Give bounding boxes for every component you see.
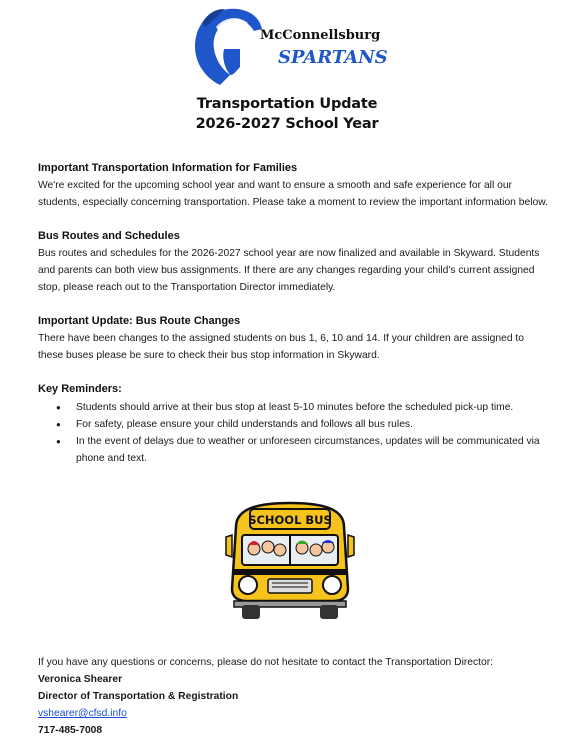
logo-line1: McConnellsburg xyxy=(260,28,381,43)
section-info xyxy=(38,160,548,211)
contact-name: Veronica Shearer xyxy=(38,674,123,685)
section-body: We're excited for the upcoming school year and want to ensure a smooth and safe experience for all our students, especially concerning transportation. Please take a moment to review the important information below. xyxy=(38,180,548,208)
document-subtitle: 2026-2027 School Year xyxy=(195,116,379,132)
section-body: Bus routes and schedules for the 2026-2027 school year are now finalized and available in Skyward. Students and parents can both view bus assignments. If there are any changes regarding your child's current assigned stop, please reach out to the Transportation Director immediately. xyxy=(38,248,540,293)
section-heading: Important Update: Bus Route Changes xyxy=(38,315,241,327)
reminders-list xyxy=(38,399,548,467)
section-heading: Bus Routes and Schedules xyxy=(38,230,180,242)
contact-info xyxy=(38,654,548,739)
section-heading: Important Transportation Information for Families xyxy=(38,162,298,174)
list-item: ● In the event of delays due to weather or unforeseen circumstances, updates will be communicated via phone and text. xyxy=(38,433,548,467)
contact-phone: 717-485-7008 xyxy=(38,725,103,736)
contact-email-link[interactable]: vshearer@cfsd.info xyxy=(38,708,127,719)
contact-role: Director of Transportation & Registration xyxy=(38,691,239,702)
contact-intro: If you have any questions or concerns, please do not hesitate to contact the Transportation Director: xyxy=(38,657,494,668)
reminders-heading: Key Reminders: xyxy=(38,383,122,395)
bus-sign-text: SCHOOL BUS xyxy=(248,513,332,527)
school-bus-illustration xyxy=(222,497,358,621)
document-body xyxy=(38,160,548,467)
section-reminders xyxy=(38,381,548,467)
logo-line2: SPARTANS xyxy=(278,47,388,68)
list-item: ● For safety, please ensure your child understands and follows all bus rules. xyxy=(38,416,548,433)
spartans-logo xyxy=(190,5,390,87)
list-item: ● Students should arrive at their bus stop at least 5-10 minutes before the scheduled pick-up time. xyxy=(38,399,548,416)
document-title: Transportation Update xyxy=(196,96,378,112)
section-body: There have been changes to the assigned students on bus 1, 6, 10 and 14. If your children are assigned to these buses please be sure to check their bus stop information in Skyward. xyxy=(38,333,525,361)
spartan-helmet-icon xyxy=(195,9,262,85)
section-route-changes xyxy=(38,313,548,364)
section-routes xyxy=(38,228,548,296)
